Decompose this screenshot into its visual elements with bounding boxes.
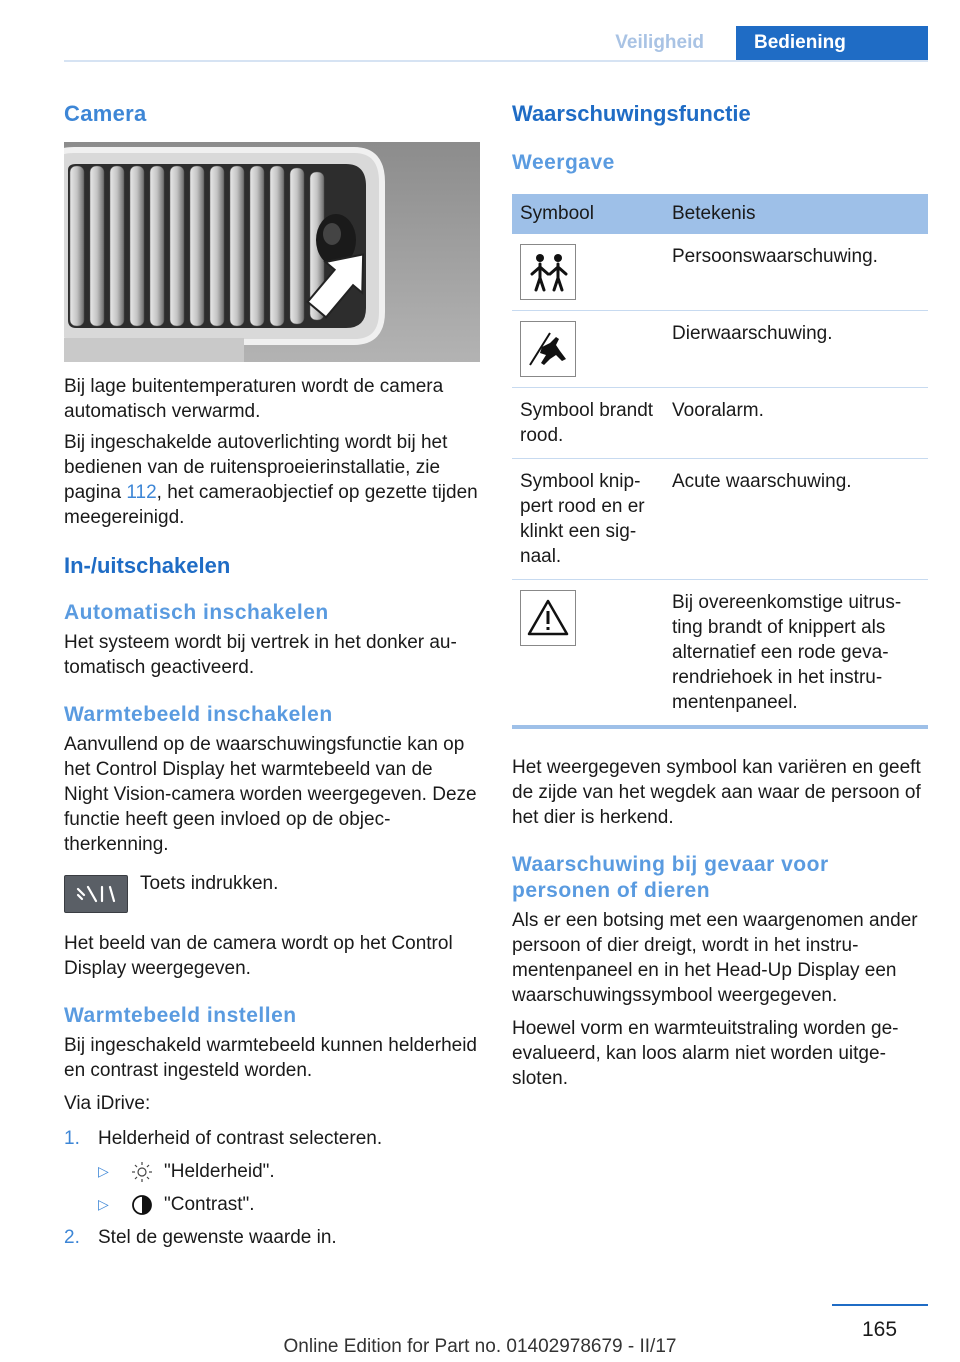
danger-heading: Waarschuwing bij gevaar voor personen of dieren bbox=[512, 853, 829, 902]
table-row bbox=[512, 388, 928, 459]
step-number: 2. bbox=[64, 1227, 80, 1248]
camera-illustration bbox=[64, 142, 480, 362]
table-cell-meaning: Bij overeenkomstige uitrusting brandt of knippert als alternatief een rode gevarendriehoek in het instrumentenpaneel. bbox=[664, 580, 928, 728]
key-instruction bbox=[64, 871, 480, 913]
tab-veiligheid[interactable]: Veiligheid bbox=[615, 32, 704, 53]
warm-on-paragraph: Aanvullend op de waarschuwingsfunctie kan op het Control Display het warmtebeeld van de Night Vision-camera worden weergegeven. Deze functie heeft geen invloed op de objectherkenning. bbox=[64, 734, 477, 855]
table-cell-symbol bbox=[512, 580, 664, 728]
weergave-heading: Weergave bbox=[512, 151, 615, 174]
table-header-betekenis: Betekenis bbox=[664, 194, 928, 234]
header-divider bbox=[64, 60, 928, 62]
table-cell-symbol bbox=[512, 311, 664, 388]
table-row bbox=[512, 311, 928, 388]
table-cell-meaning: Vooralarm. bbox=[664, 388, 928, 459]
right-column bbox=[512, 100, 928, 1091]
animal-warning-icon bbox=[520, 321, 576, 377]
table-cell-symbol bbox=[512, 234, 664, 311]
table-header-row bbox=[512, 194, 928, 234]
auto-heading: Automatisch inschakelen bbox=[64, 601, 329, 624]
step-number: 1. bbox=[64, 1128, 80, 1149]
table-row bbox=[512, 459, 928, 580]
table-row bbox=[512, 234, 928, 311]
key-text: Toets indrukken. bbox=[140, 873, 279, 894]
table-cell-meaning: Persoonswaarschuwing. bbox=[664, 234, 928, 311]
night-vision-button-icon bbox=[64, 875, 128, 913]
sub-item-text: "Helderheid". bbox=[164, 1161, 275, 1182]
camera-heading: Camera bbox=[64, 101, 147, 126]
table-row bbox=[512, 580, 928, 728]
danger-paragraph-2: Hoewel vorm en warmteuitstraling worden geevalueerd, kan loos alarm niet worden uitgesloten. bbox=[512, 1018, 899, 1089]
table-header-symbool: Symbool bbox=[512, 194, 664, 234]
auto-paragraph: Het systeem wordt bij vertrek in het donker automatisch geactiveerd. bbox=[64, 632, 457, 678]
table-cell-symbol: Symbool brandt rood. bbox=[512, 388, 664, 459]
tab-bediening[interactable]: Bediening bbox=[736, 26, 928, 62]
person-warning-icon bbox=[520, 244, 576, 300]
via-idrive: Via iDrive: bbox=[64, 1093, 151, 1114]
footer-divider bbox=[832, 1304, 928, 1306]
warm-set-paragraph: Bij ingeschakeld warmtebeeld kunnen helderheid en contrast ingesteld worden. bbox=[64, 1035, 477, 1081]
warm-on-paragraph-2: Het beeld van de camera wordt op het Control Display weergegeven. bbox=[64, 933, 453, 979]
warm-set-heading: Warmtebeeld instellen bbox=[64, 1004, 297, 1027]
page-header bbox=[0, 0, 960, 64]
camera-p2-text-a: Bij ingeschakelde autoverlichting wordt bij het bedienen van de ruitensproeierinstallatie, zie pagina bbox=[64, 432, 448, 503]
triangle-bullet-icon: ▷ bbox=[98, 1196, 109, 1212]
brightness-icon bbox=[128, 1161, 156, 1183]
step-item bbox=[64, 1126, 480, 1151]
table-cell-symbol: Symbool knippert rood en er klinkt een signaal. bbox=[512, 459, 664, 580]
edition-footer: Online Edition for Part no. 01402978679 - II/17 bbox=[283, 1336, 677, 1357]
sub-item-helderheid[interactable] bbox=[98, 1159, 480, 1184]
step-item bbox=[64, 1225, 480, 1250]
sub-item-text: "Contrast". bbox=[164, 1194, 255, 1215]
steps-list bbox=[64, 1126, 480, 1250]
page-link-112[interactable]: 112 bbox=[126, 482, 157, 503]
warning-function-heading: Waarschuwingsfunctie bbox=[512, 101, 751, 126]
camera-paragraph-2 bbox=[64, 430, 480, 530]
camera-p2-text-b: , het cameraobjectief op gezette tijden meegereinigd. bbox=[64, 482, 478, 528]
step-text: Stel de gewenste waarde in. bbox=[98, 1227, 337, 1248]
danger-paragraph-1: Als er een botsing met een waargenomen ander persoon of dier dreigt, wordt in het instrumentenpaneel en in het Head-Up Display een waarschuwingssymbool weergegeven. bbox=[512, 910, 918, 1006]
warning-triangle-icon bbox=[520, 590, 576, 646]
inuitschakelen-heading: In-/uitschakelen bbox=[64, 553, 231, 578]
camera-paragraph-1: Bij lage buitentemperaturen wordt de camera automatisch verwarmd. bbox=[64, 376, 444, 422]
after-table-paragraph: Het weergegeven symbool kan variëren en geeft de zijde van het wegdek aan waar de persoon of het dier is herkend. bbox=[512, 757, 921, 828]
page-number: 165 bbox=[862, 1318, 898, 1341]
sub-item-contrast[interactable] bbox=[98, 1192, 480, 1217]
contrast-icon bbox=[128, 1194, 156, 1216]
step-text: Helderheid of contrast selecteren. bbox=[98, 1128, 383, 1149]
table-cell-meaning: Acute waarschuwing. bbox=[664, 459, 928, 580]
symbol-table bbox=[512, 194, 928, 729]
warm-on-heading: Warmtebeeld inschakelen bbox=[64, 703, 333, 726]
table-cell-meaning: Dierwaarschuwing. bbox=[664, 311, 928, 388]
left-column bbox=[64, 100, 480, 1258]
triangle-bullet-icon: ▷ bbox=[98, 1163, 109, 1179]
